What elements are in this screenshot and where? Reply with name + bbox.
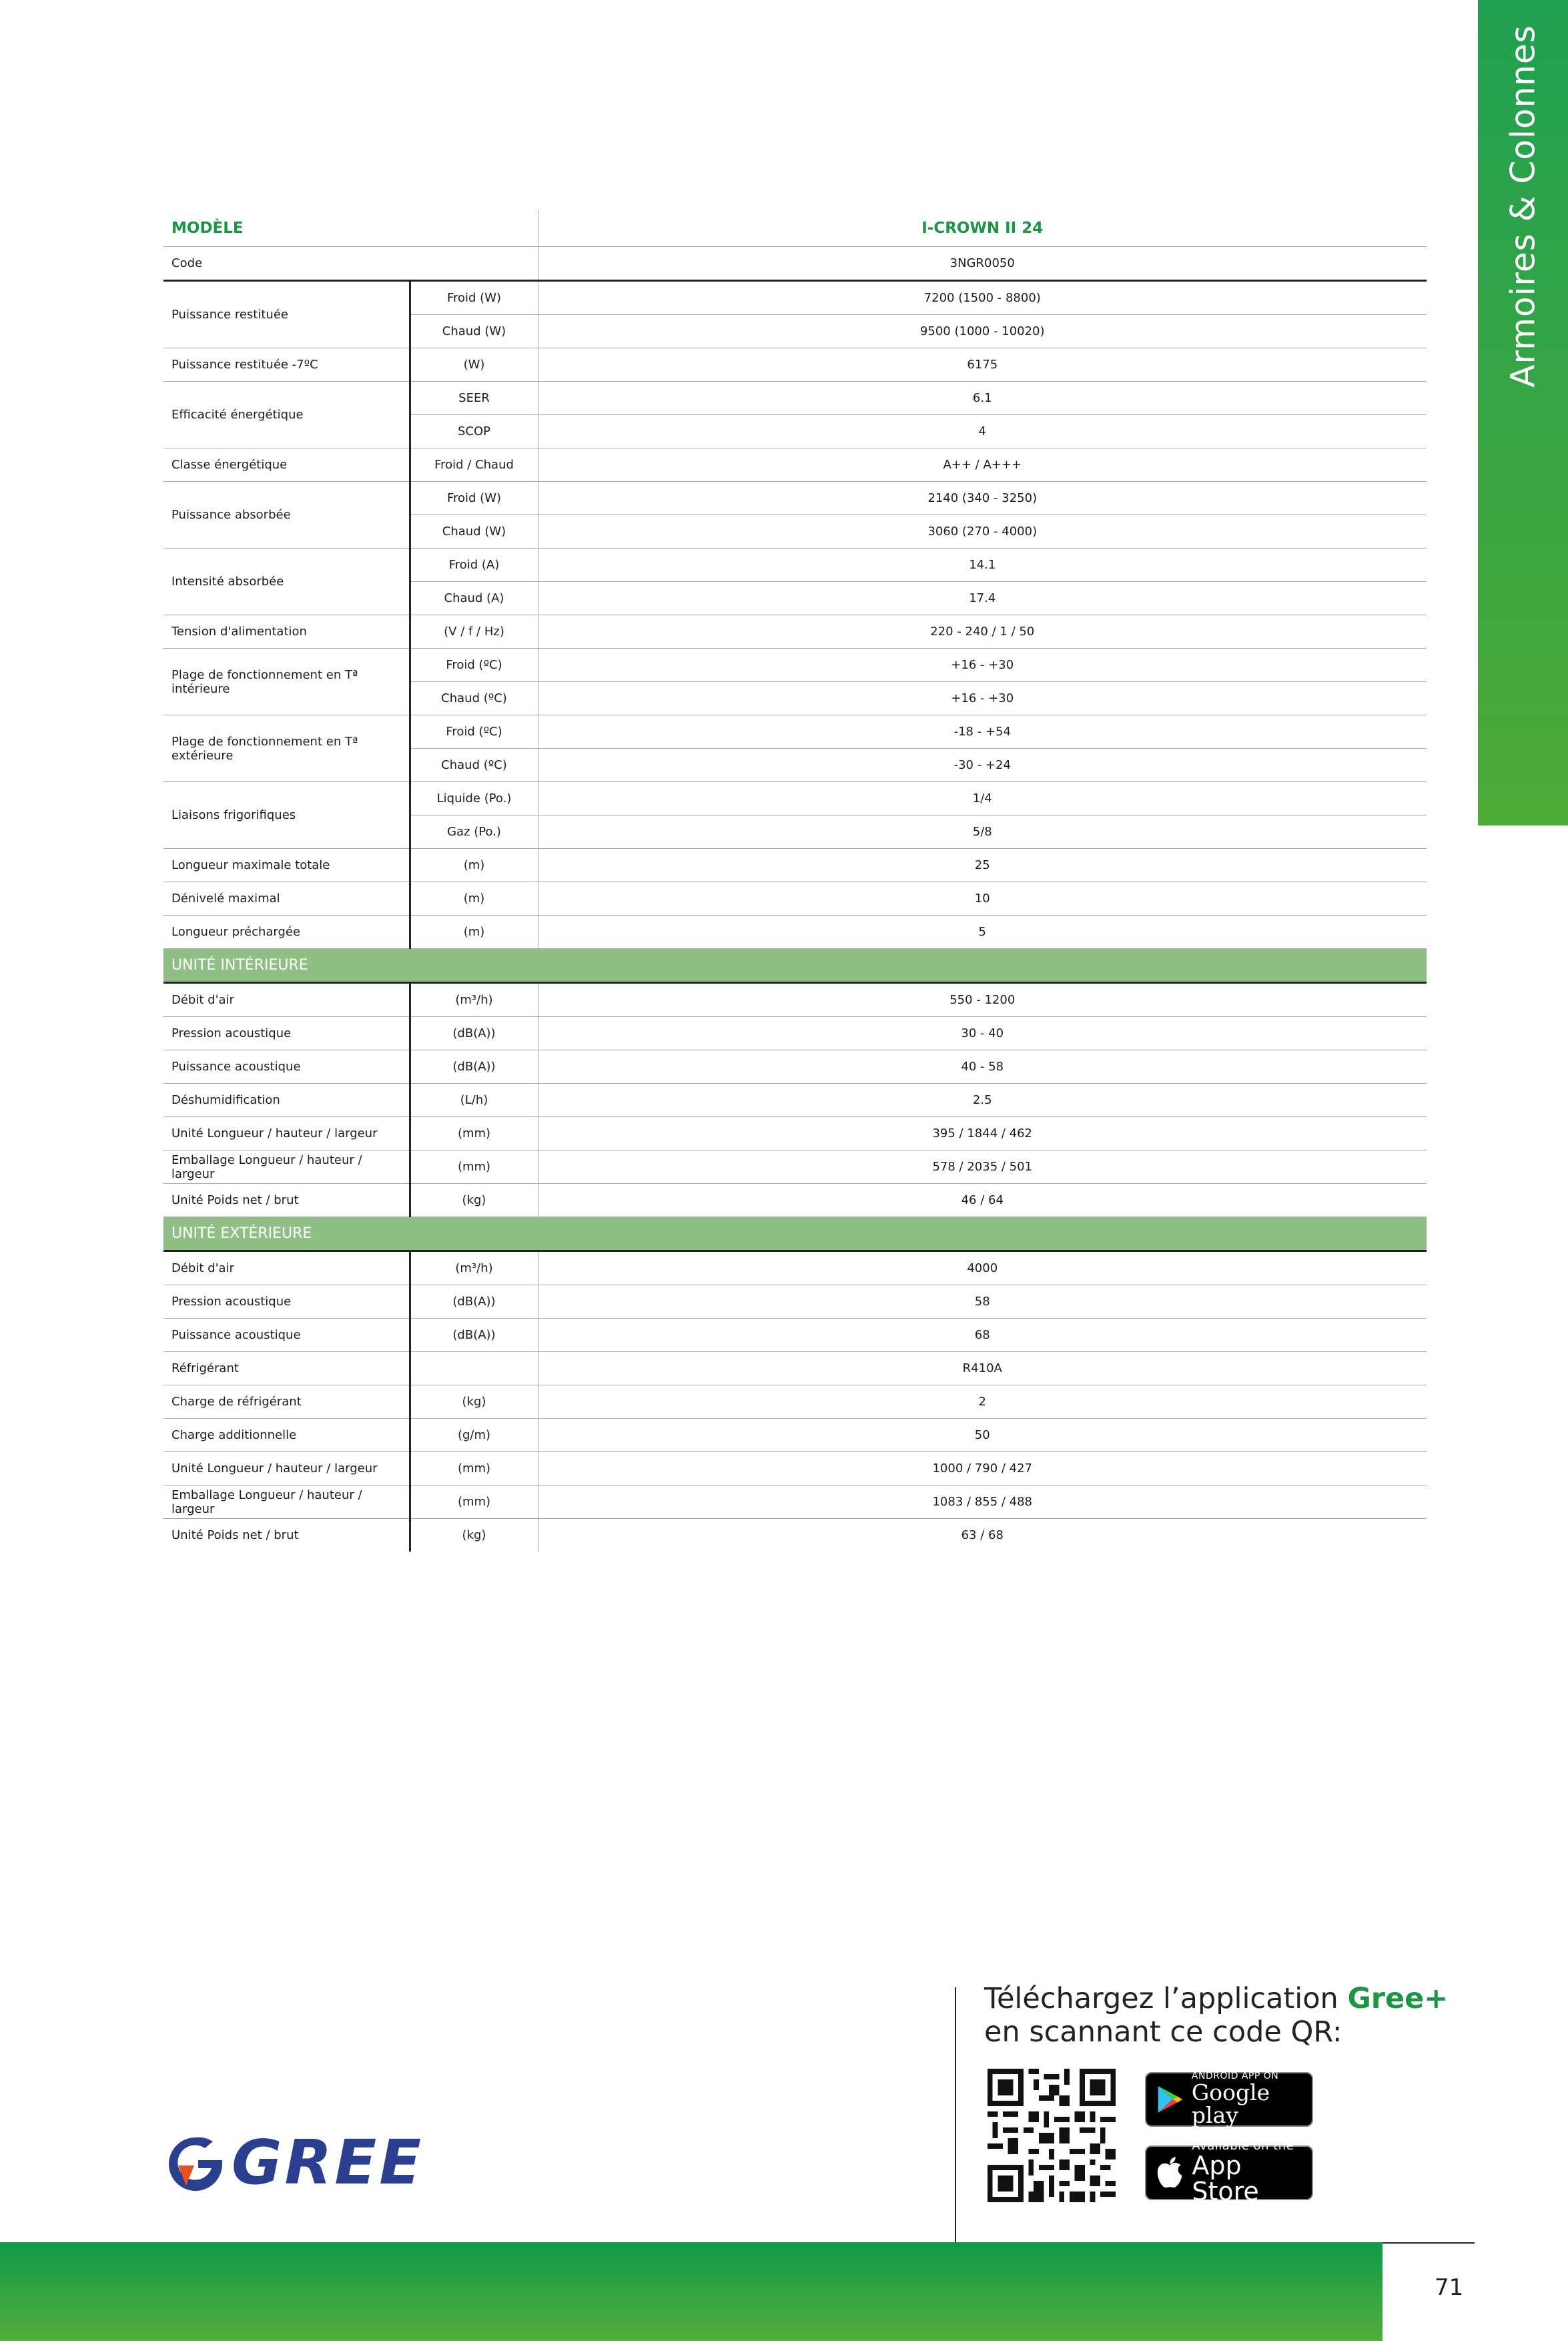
row-value: 14.1 bbox=[538, 549, 1427, 582]
promo-text: Téléchargez l’application bbox=[984, 1982, 1348, 2015]
google-play-badge[interactable] bbox=[1145, 2072, 1313, 2127]
google-play-big-text: Google play bbox=[1191, 2079, 1270, 2129]
row-label: Puissance restituée bbox=[163, 281, 410, 348]
table-row bbox=[163, 1117, 1427, 1150]
row-value: 40 - 58 bbox=[538, 1050, 1427, 1084]
row-unit: Froid (W) bbox=[410, 281, 538, 315]
row-label: Pression acoustique bbox=[163, 1017, 410, 1050]
row-label: Classe énergétique bbox=[163, 448, 410, 482]
table-row bbox=[163, 482, 1427, 515]
table-row bbox=[163, 882, 1427, 916]
row-label: Débit d'air bbox=[163, 1251, 410, 1285]
row-value: 10 bbox=[538, 882, 1427, 916]
row-unit: (m³/h) bbox=[410, 983, 538, 1017]
table-row bbox=[163, 281, 1427, 315]
table-row bbox=[163, 382, 1427, 415]
row-unit: (mm) bbox=[410, 1117, 538, 1150]
row-value: 220 - 240 / 1 / 50 bbox=[538, 615, 1427, 649]
table-row bbox=[163, 649, 1427, 682]
row-unit: Chaud (A) bbox=[410, 582, 538, 615]
row-label: Pression acoustique bbox=[163, 1285, 410, 1319]
table-row bbox=[163, 1419, 1427, 1452]
row-value: -30 - +24 bbox=[538, 749, 1427, 782]
row-value: 5 bbox=[538, 916, 1427, 949]
gree-logo bbox=[163, 2127, 424, 2198]
row-label: Dénivelé maximal bbox=[163, 882, 410, 916]
row-unit: (m) bbox=[410, 849, 538, 882]
row-value: 17.4 bbox=[538, 582, 1427, 615]
table-row-code bbox=[163, 247, 1427, 281]
row-label: Charge de réfrigérant bbox=[163, 1385, 410, 1419]
row-unit: Chaud (ºC) bbox=[410, 749, 538, 782]
exterior-rows bbox=[163, 1251, 1427, 1552]
google-play-small-text: ANDROID APP ON bbox=[1191, 2071, 1279, 2082]
gree-logo-text: GREE bbox=[232, 2127, 424, 2198]
row-label: Charge additionnelle bbox=[163, 1419, 410, 1452]
row-value: 3NGR0050 bbox=[538, 247, 1427, 281]
row-unit: (m) bbox=[410, 916, 538, 949]
row-unit: Froid (W) bbox=[410, 482, 538, 515]
table-row bbox=[163, 1050, 1427, 1084]
row-unit: (m) bbox=[410, 882, 538, 916]
row-unit: (W) bbox=[410, 348, 538, 382]
row-label: Tension d'alimentation bbox=[163, 615, 410, 649]
row-label: Puissance acoustique bbox=[163, 1319, 410, 1352]
row-value: 58 bbox=[538, 1285, 1427, 1319]
promo-line-1 bbox=[984, 1982, 1448, 2015]
apple-icon bbox=[1156, 2155, 1184, 2190]
row-unit: SEER bbox=[410, 382, 538, 415]
row-label: Intensité absorbée bbox=[163, 549, 410, 615]
section-title: UNITÉ EXTÉRIEURE bbox=[163, 1217, 1427, 1251]
row-value: -18 - +54 bbox=[538, 715, 1427, 749]
section-header-exterior bbox=[163, 1217, 1427, 1251]
row-value: 46 / 64 bbox=[538, 1184, 1427, 1217]
row-label: Réfrigérant bbox=[163, 1352, 410, 1385]
row-value: 1000 / 790 / 427 bbox=[538, 1452, 1427, 1485]
row-value: 6175 bbox=[538, 348, 1427, 382]
row-value: R410A bbox=[538, 1352, 1427, 1385]
row-value: 6.1 bbox=[538, 382, 1427, 415]
row-value: A++ / A+++ bbox=[538, 448, 1427, 482]
table-row bbox=[163, 916, 1427, 949]
row-unit: Froid (A) bbox=[410, 549, 538, 582]
row-unit: (kg) bbox=[410, 1184, 538, 1217]
row-label: Code bbox=[163, 247, 538, 281]
row-value: 9500 (1000 - 10020) bbox=[538, 315, 1427, 348]
row-value: 4000 bbox=[538, 1251, 1427, 1285]
model-name: I-CROWN II 24 bbox=[538, 210, 1427, 247]
promo-divider bbox=[955, 1987, 956, 2244]
row-unit: (V / f / Hz) bbox=[410, 615, 538, 649]
page-number: 71 bbox=[1435, 2274, 1464, 2301]
row-unit: (kg) bbox=[410, 1519, 538, 1552]
row-label: Longueur maximale totale bbox=[163, 849, 410, 882]
row-unit: (mm) bbox=[410, 1485, 538, 1519]
table-row bbox=[163, 715, 1427, 749]
side-tab-label: Armoires & Colonnes bbox=[1503, 25, 1543, 388]
row-unit: (mm) bbox=[410, 1452, 538, 1485]
row-value: 68 bbox=[538, 1319, 1427, 1352]
row-unit: (dB(A)) bbox=[410, 1319, 538, 1352]
side-tab-label-wrap bbox=[1478, 0, 1568, 412]
footer-bar bbox=[0, 2242, 1383, 2341]
row-label: Unité Longueur / hauteur / largeur bbox=[163, 1117, 410, 1150]
row-unit: (dB(A)) bbox=[410, 1285, 538, 1319]
row-label: Unité Poids net / brut bbox=[163, 1184, 410, 1217]
row-label: Débit d'air bbox=[163, 983, 410, 1017]
table-row bbox=[163, 549, 1427, 582]
table-header-row bbox=[163, 210, 1427, 247]
row-value: +16 - +30 bbox=[538, 649, 1427, 682]
table-row bbox=[163, 1519, 1427, 1552]
play-store-icon bbox=[1156, 2083, 1184, 2116]
row-value: 50 bbox=[538, 1419, 1427, 1452]
table-row bbox=[163, 983, 1427, 1017]
table-row bbox=[163, 448, 1427, 482]
app-store-badge[interactable] bbox=[1145, 2138, 1313, 2207]
table-row bbox=[163, 782, 1427, 815]
table-row bbox=[163, 348, 1427, 382]
row-value: 2 bbox=[538, 1385, 1427, 1419]
table-row bbox=[163, 1352, 1427, 1385]
row-label: Puissance acoustique bbox=[163, 1050, 410, 1084]
row-value: 30 - 40 bbox=[538, 1017, 1427, 1050]
row-unit: (L/h) bbox=[410, 1084, 538, 1117]
row-unit: (dB(A)) bbox=[410, 1017, 538, 1050]
row-unit: Chaud (ºC) bbox=[410, 682, 538, 715]
row-unit: (kg) bbox=[410, 1385, 538, 1419]
row-unit: (g/m) bbox=[410, 1419, 538, 1452]
row-unit: (mm) bbox=[410, 1150, 538, 1184]
row-value: 578 / 2035 / 501 bbox=[538, 1150, 1427, 1184]
row-label: Puissance absorbée bbox=[163, 482, 410, 549]
table-row bbox=[163, 1150, 1427, 1184]
row-unit: SCOP bbox=[410, 415, 538, 448]
row-unit: (dB(A)) bbox=[410, 1050, 538, 1084]
section-title: UNITÉ INTÉRIEURE bbox=[163, 949, 1427, 983]
row-label: Longueur préchargée bbox=[163, 916, 410, 949]
table-row bbox=[163, 849, 1427, 882]
table-row bbox=[163, 1319, 1427, 1352]
row-unit bbox=[410, 1352, 538, 1385]
row-value: 1083 / 855 / 488 bbox=[538, 1485, 1427, 1519]
row-label: Plage de fonctionnement en Tª intérieure bbox=[163, 649, 410, 715]
row-value: 25 bbox=[538, 849, 1427, 882]
row-value: +16 - +30 bbox=[538, 682, 1427, 715]
table-row bbox=[163, 1285, 1427, 1319]
row-value: 550 - 1200 bbox=[538, 983, 1427, 1017]
row-value: 5/8 bbox=[538, 815, 1427, 849]
row-value: 1/4 bbox=[538, 782, 1427, 815]
model-label: MODÈLE bbox=[163, 210, 538, 247]
row-unit: Froid (ºC) bbox=[410, 649, 538, 682]
footer-line bbox=[1383, 2242, 1475, 2244]
table-row bbox=[163, 615, 1427, 649]
row-unit: Froid (ºC) bbox=[410, 715, 538, 749]
table-row bbox=[163, 1385, 1427, 1419]
row-label: Efficacité énergétique bbox=[163, 382, 410, 448]
promo-brand: Gree+ bbox=[1347, 1982, 1449, 2015]
row-value: 7200 (1500 - 8800) bbox=[538, 281, 1427, 315]
row-value: 63 / 68 bbox=[538, 1519, 1427, 1552]
row-unit: Liquide (Po.) bbox=[410, 782, 538, 815]
row-label: Unité Poids net / brut bbox=[171, 1528, 299, 1542]
app-store-small-text: Available on the bbox=[1192, 2138, 1294, 2153]
row-label: Plage de fonctionnement en Tª extérieure bbox=[163, 715, 410, 782]
row-value: 2140 (340 - 3250) bbox=[538, 482, 1427, 515]
qr-code[interactable] bbox=[988, 2069, 1116, 2202]
promo-line-2: en scannant ce code QR: bbox=[984, 2015, 1342, 2049]
row-unit: (m³/h) bbox=[410, 1251, 538, 1285]
interior-rows bbox=[163, 983, 1427, 1217]
gree-logo-emblem bbox=[163, 2135, 228, 2191]
table-row bbox=[163, 1184, 1427, 1217]
row-label: Déshumidification bbox=[163, 1084, 410, 1117]
table-row bbox=[163, 1084, 1427, 1117]
row-unit: Chaud (W) bbox=[410, 515, 538, 549]
row-label: Liaisons frigorifiques bbox=[163, 782, 410, 849]
row-value: 3060 (270 - 4000) bbox=[538, 515, 1427, 549]
row-label: Unité Longueur / hauteur / largeur bbox=[163, 1452, 410, 1485]
table-row bbox=[163, 1017, 1427, 1050]
row-value: 4 bbox=[538, 415, 1427, 448]
table-row bbox=[163, 1251, 1427, 1285]
row-value: 2.5 bbox=[538, 1084, 1427, 1117]
row-label: Emballage Longueur / hauteur / largeur bbox=[163, 1485, 410, 1519]
row-unit: Chaud (W) bbox=[410, 315, 538, 348]
spec-table bbox=[163, 210, 1427, 1552]
row-label: Emballage Longueur / hauteur / largeur bbox=[163, 1150, 410, 1184]
row-label: Puissance restituée -7ºC bbox=[163, 348, 410, 382]
app-store-big-text: App Store bbox=[1192, 2150, 1259, 2207]
row-unit: Froid / Chaud bbox=[410, 448, 538, 482]
row-value: 395 / 1844 / 462 bbox=[538, 1117, 1427, 1150]
table-row bbox=[163, 1452, 1427, 1485]
table-row bbox=[163, 1485, 1427, 1519]
section-header-interior bbox=[163, 949, 1427, 983]
row-unit: Gaz (Po.) bbox=[410, 815, 538, 849]
